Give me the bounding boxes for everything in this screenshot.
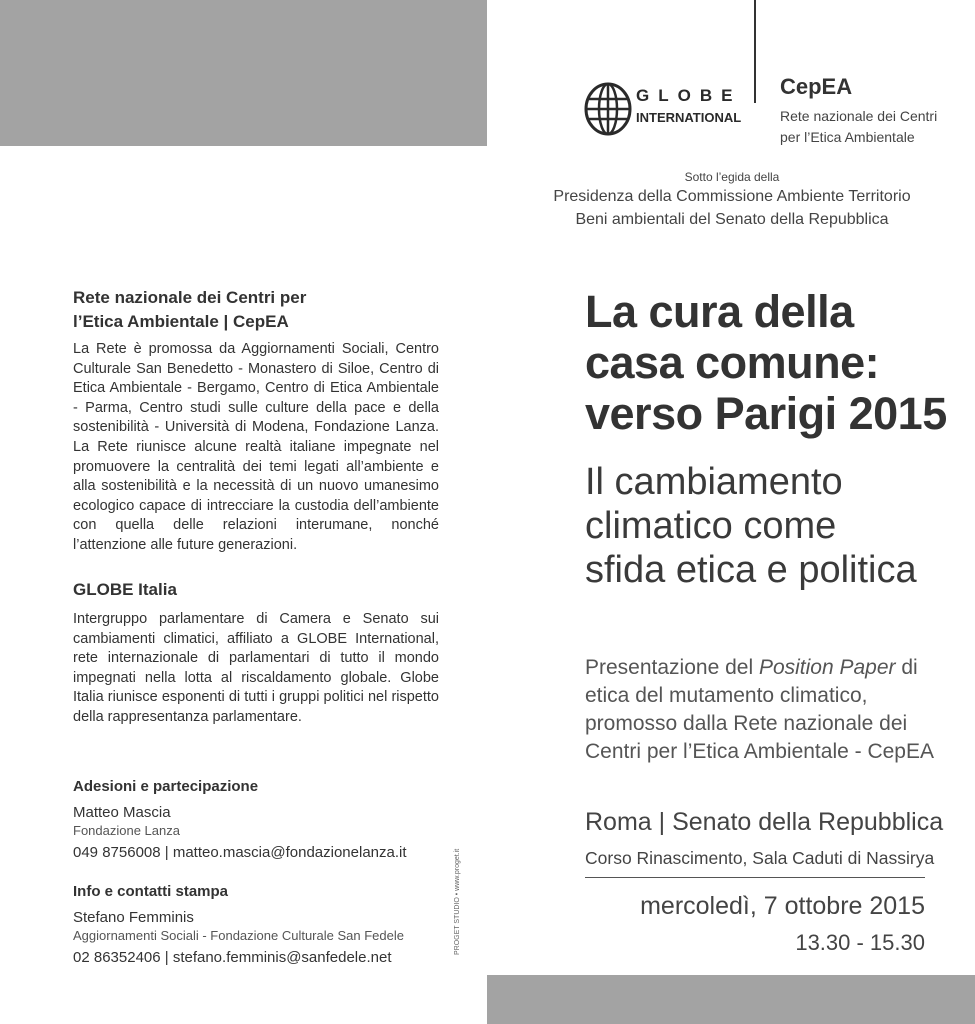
egida-caption: Sotto l’egida della xyxy=(684,170,780,184)
cepea-section xyxy=(73,286,439,556)
event-date: mercoledì, 7 ottobre 2015 xyxy=(640,892,925,920)
pres-italic: Position Paper xyxy=(758,656,896,679)
pres-line: promosso dalla Rete nazionale dei xyxy=(585,712,908,735)
globe-heading: GLOBE Italia xyxy=(73,580,177,599)
egida-line-2: Beni ambientali del Senato della Repubblica xyxy=(575,211,889,228)
info-name: Stefano Femminis xyxy=(73,909,194,926)
main-title xyxy=(585,286,975,439)
adesioni-contact[interactable]: 049 8756008 | matteo.mascia@fondazionelanza.it xyxy=(73,844,407,861)
cepea-subtitle xyxy=(780,106,970,148)
subtitle xyxy=(585,460,975,592)
adesioni-name: Matteo Mascia xyxy=(73,804,171,821)
event-place: Roma | Senato della Repubblica xyxy=(585,808,944,836)
title-line: verso Parigi 2015 xyxy=(585,388,947,439)
globe-international: INTERNATIONAL xyxy=(636,110,742,125)
adesioni-section xyxy=(73,778,439,861)
egida-line-1: Presidenza della Commissione Ambiente Territorio xyxy=(553,188,911,205)
cepea-description: La Rete è promossa da Aggiornamenti Sociali, Centro Culturale San Benedetto - Monastero di Siloe, Centro di Etica Ambientale - Bergamo, Centro di Etica Ambientale - Parma, Centro studi sulle culture della pace e della sostenibilità - Università di Modena, Fondazione Lanza. La Rete riunisce alcune realtà italiane impegnate nel promuovere la centralità dei temi legati all’ambiente e alla sostenibilità e la necessità di un nuovo umanesimo ecologico capace di intrecciare la custodia dell’ambiente con quella delle relazioni interumane, nonché l’attenzione alle future generazioni. xyxy=(73,341,439,553)
pres-text: di xyxy=(895,656,918,679)
info-heading: Info e contatti stampa xyxy=(73,883,229,900)
heading-line: l’Etica Ambientale | CepEA xyxy=(73,312,289,331)
presentation-text xyxy=(585,654,965,766)
pres-line: etica del mutamento climatico, xyxy=(585,684,868,707)
print-credit: PROGET STUDIO • www.proget.it xyxy=(454,848,461,955)
globe-section xyxy=(73,578,439,728)
subtitle-line: Il cambiamento xyxy=(585,461,843,503)
subtitle-line: climatico come xyxy=(585,505,837,547)
event-address: Corso Rinascimento, Sala Caduti di Nassirya xyxy=(585,848,935,868)
info-section xyxy=(73,883,439,966)
cepea-title: CepEA xyxy=(780,74,853,99)
pres-line xyxy=(585,654,965,682)
cepea-heading xyxy=(73,286,439,334)
subtitle-line: sfida etica e politica xyxy=(585,549,917,591)
globe-icon xyxy=(584,82,632,136)
bottom-gray-band xyxy=(487,975,975,1024)
info-contact[interactable]: 02 86352406 | stefano.femminis@sanfedele.net xyxy=(73,949,392,966)
adesioni-heading: Adesioni e partecipazione xyxy=(73,778,259,795)
globe-wordmark: GLOBE xyxy=(636,86,742,105)
title-line: La cura della xyxy=(585,286,854,337)
divider-rule xyxy=(585,877,925,878)
cepea-sub-line: per l’Etica Ambientale xyxy=(780,129,915,145)
heading-line: Rete nazionale dei Centri per xyxy=(73,288,307,307)
pres-line: Centri per l’Etica Ambientale - CepEA xyxy=(585,740,934,763)
event-time: 13.30 - 15.30 xyxy=(795,930,925,955)
info-org: Aggiornamenti Sociali - Fondazione Culturale San Fedele xyxy=(73,928,404,943)
adesioni-org: Fondazione Lanza xyxy=(73,823,180,838)
title-line: casa comune: xyxy=(585,337,880,388)
globe-description: Intergruppo parlamentare di Camera e Senato sui cambiamenti climatici, affiliato a GLOBE International, rete internazionale di parlamentari di tutto il mondo impegnati nella lotta al riscaldamento globale. Globe Italia riunisce esponenti di tutti i gruppi politici nel rispetto della rappresentanza parlamentare. xyxy=(73,611,439,725)
top-gray-band xyxy=(0,0,487,146)
header-divider xyxy=(754,0,756,103)
cepea-sub-line: Rete nazionale dei Centri xyxy=(780,108,938,124)
pres-text: Presentazione del xyxy=(585,656,759,679)
